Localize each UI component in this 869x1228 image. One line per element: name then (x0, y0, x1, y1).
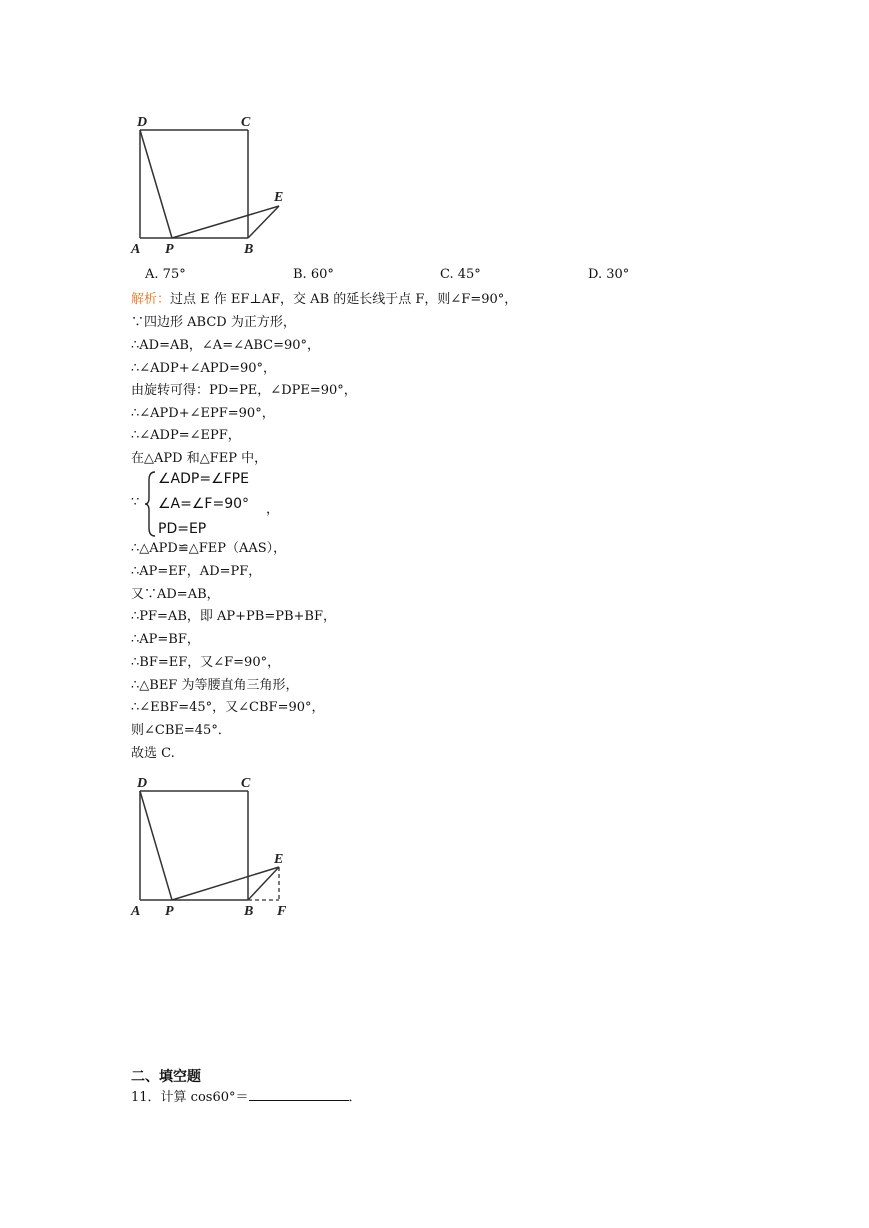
label-e: E (274, 852, 284, 867)
solution-line: ∴AD=AB，∠A=∠ABC=90°， (131, 338, 321, 353)
solution-line: 故选 C. (131, 746, 175, 761)
figure-square-rotation (128, 110, 298, 260)
label-d: D (137, 115, 148, 130)
label-a: A (131, 904, 141, 919)
question-11: 11．计算 cos60°＝ ． (131, 1090, 362, 1105)
solution-first-line: 解析：过点 E 作 EF⊥AF，交 AB 的延长线于点 F，则∠F=90°， (131, 292, 518, 307)
figure-square-with-f (128, 771, 303, 921)
solution-line: ∴∠ADP=∠EPF， (131, 428, 241, 443)
label-b: B (244, 242, 254, 257)
solution-line: ∴△APD≌△FEP（AAS）， (131, 541, 287, 556)
solution-line: ∴PF=AB，即 AP+PB=PB+BF， (131, 609, 336, 624)
label-a: A (131, 242, 141, 257)
choice-d: D. 30° (588, 267, 630, 282)
solution-line: 则∠CBE=45°． (131, 723, 231, 738)
because-symbol: ∵ (131, 495, 140, 510)
label-d: D (137, 776, 148, 791)
solution-line: ∴∠EBF=45°，又∠CBF=90°， (131, 700, 325, 715)
label-p: P (165, 242, 174, 257)
choice-b: B. 60° (293, 267, 334, 282)
label-e: E (274, 190, 284, 205)
system-eq-2: ∠A=∠F=90° (158, 496, 250, 512)
solution-line: 又∵AD=AB， (131, 587, 220, 602)
choice-a: A. 75° (145, 267, 186, 282)
solution-line: ∴AP=BF， (131, 632, 200, 647)
label-b: B (244, 904, 254, 919)
answer-blank[interactable] (249, 1088, 349, 1101)
label-f: F (277, 904, 287, 919)
choice-c: C. 45° (440, 267, 481, 282)
system-eq-3: PD=EP (158, 521, 207, 537)
solution-label: 解析： (131, 292, 171, 307)
solution-line: ∴△BEF 为等腰直角三角形， (131, 678, 299, 693)
segment-dp (140, 791, 172, 900)
system-eq-1: ∠ADP=∠FPE (158, 471, 249, 487)
label-c: C (241, 115, 251, 130)
congruence-system: ∵ ∠ADP=∠FPE ∠A=∠F=90° PD=EP ， (131, 471, 280, 537)
solution-line: ∴∠ADP+∠APD=90°， (131, 361, 276, 376)
segment-dp (140, 130, 172, 238)
label-c: C (241, 776, 251, 791)
solution-line: ∴BF=EF，又∠F=90°， (131, 655, 281, 670)
solution-line: ∴AP=EF，AD=PF， (131, 564, 262, 579)
section-title: 二、填空题 (131, 1069, 201, 1085)
label-p: P (165, 904, 174, 919)
solution-line: ∵四边形 ABCD 为正方形， (131, 315, 296, 330)
solution-line: ∴∠APD+∠EPF=90°， (131, 406, 275, 421)
solution-line: 由旋转可得：PD=PE，∠DPE=90°， (131, 383, 357, 398)
left-brace (145, 470, 157, 538)
solution-line: 在△APD 和△FEP 中， (131, 451, 268, 466)
